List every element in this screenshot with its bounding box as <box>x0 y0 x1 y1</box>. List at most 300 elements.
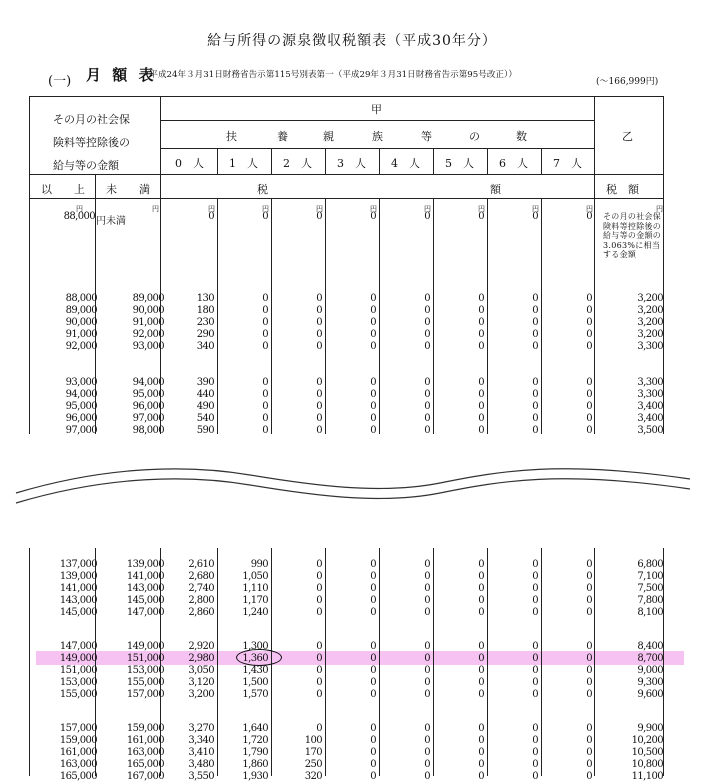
tax-value-dep-7: 0 <box>586 595 592 606</box>
row-lower-bound: 91,000 <box>65 329 97 340</box>
tax-value-dep-2: 0 <box>316 317 322 328</box>
tax-value-dep-3: 0 <box>370 377 376 388</box>
otsu-tax-value: 3,300 <box>637 341 663 352</box>
tax-value-dep-0: 3,480 <box>188 759 214 770</box>
tax-value-dep-5: 0 <box>478 665 484 676</box>
row-lower-bound: 137,000 <box>59 559 97 570</box>
tax-value-dep-2: 0 <box>316 723 322 734</box>
tax-value-dep-4: 0 <box>424 723 430 734</box>
tax-value-dep-5: 0 <box>478 401 484 412</box>
tax-value-dep-1: 1,860 <box>242 759 268 770</box>
tax-value-dep-4: 0 <box>424 559 430 570</box>
yen-mark: 円 <box>76 205 83 213</box>
tax-value-dep-1: 0 <box>262 413 268 424</box>
tax-value-dep-7: 0 <box>586 689 592 700</box>
otsu-tax-value: 3,400 <box>637 413 663 424</box>
tax-value-dep-4: 0 <box>424 665 430 676</box>
tax-value-dep-6: 0 <box>532 583 538 594</box>
tax-value-dep-3: 0 <box>370 583 376 594</box>
row-upper-bound: 139,000 <box>126 559 164 570</box>
row-upper-bound: 94,000 <box>132 377 164 388</box>
tax-value-dep-6: 0 <box>532 425 538 436</box>
first-row-low: 88,000 <box>63 211 95 222</box>
otsu-tax-value: 3,300 <box>637 377 663 388</box>
tax-value-dep-0: 3,120 <box>188 677 214 688</box>
row-upper-bound: 153,000 <box>126 665 164 676</box>
tax-value-dep-3: 0 <box>370 665 376 676</box>
otsu-tax-value: 10,200 <box>631 735 663 746</box>
table-subtitle <box>40 64 680 90</box>
tax-value-dep-3: 0 <box>370 317 376 328</box>
tax-value-dep-1: 1,790 <box>242 747 268 758</box>
tax-value-dep-2: 0 <box>316 607 322 618</box>
tax-value-dep-0: 3,550 <box>188 771 214 782</box>
row-lower-bound: 93,000 <box>65 377 97 388</box>
tax-value-dep-2: 0 <box>316 389 322 400</box>
row-upper-bound: 161,000 <box>126 735 164 746</box>
row-lower-bound: 95,000 <box>65 401 97 412</box>
tax-value-dep-7: 0 <box>586 723 592 734</box>
ijou-header: 以 上 <box>41 183 85 196</box>
row-lower-bound: 141,000 <box>59 583 97 594</box>
yen-mark: 円 <box>532 205 539 213</box>
tax-value-dep-3: 0 <box>370 389 376 400</box>
tax-value-dep-0: 540 <box>196 413 214 424</box>
tax-value-dep-1: 1,640 <box>242 723 268 734</box>
kou-header: 甲 <box>371 103 382 116</box>
row-lower-bound: 153,000 <box>59 677 97 688</box>
wave-line-lower <box>16 479 690 503</box>
tax-value-dep-6: 0 <box>532 401 538 412</box>
tax-value-dep-6: 0 <box>532 305 538 316</box>
tax-value-dep-7: 0 <box>586 341 592 352</box>
column-rule <box>325 148 326 174</box>
tax-value-dep-3: 0 <box>370 413 376 424</box>
column-rule <box>160 96 161 198</box>
tax-value-dep-2: 0 <box>316 559 322 570</box>
tax-value-dep-2: 0 <box>316 583 322 594</box>
row-lower-bound: 90,000 <box>65 317 97 328</box>
row-lower-bound: 89,000 <box>65 305 97 316</box>
column-rule <box>217 198 218 434</box>
otsu-tax-value: 9,600 <box>637 689 663 700</box>
tax-value-dep-5: 0 <box>478 595 484 606</box>
tax-value-dep-2: 0 <box>316 305 322 316</box>
column-rule <box>271 198 272 434</box>
otsu-tax-value: 6,800 <box>637 559 663 570</box>
tax-value-dep-6: 0 <box>532 653 538 664</box>
row-lower-bound: 143,000 <box>59 595 97 606</box>
tax-value-dep-4: 0 <box>424 425 430 436</box>
tax-value-dep-7: 0 <box>586 413 592 424</box>
dependent-header-1: 1 人 <box>229 157 258 170</box>
row-upper-bound: 147,000 <box>126 607 164 618</box>
tax-value-dep-0: 2,610 <box>188 559 214 570</box>
tax-value-dep-3: 0 <box>370 723 376 734</box>
otsu-tax-value: 7,500 <box>637 583 663 594</box>
tax-value-dep-1: 0 <box>262 329 268 340</box>
first-row-value: 0 <box>370 211 376 222</box>
row-lower-bound: 155,000 <box>59 689 97 700</box>
first-row-value: 0 <box>262 211 268 222</box>
tax-value-dep-7: 0 <box>586 293 592 304</box>
tax-value-dep-5: 0 <box>478 771 484 782</box>
row-upper-bound: 97,000 <box>132 413 164 424</box>
tax-value-dep-0: 340 <box>196 341 214 352</box>
tax-value-dep-3: 0 <box>370 559 376 570</box>
tax-value-dep-1: 1,110 <box>242 583 268 594</box>
otsu-tax-value: 3,300 <box>637 389 663 400</box>
row-lower-bound: 145,000 <box>59 607 97 618</box>
column-rule <box>325 548 326 776</box>
column-rule <box>379 548 380 776</box>
first-row-value: 0 <box>424 211 430 222</box>
column-rule <box>379 148 380 174</box>
tax-value-dep-4: 0 <box>424 583 430 594</box>
tax-value-dep-5: 0 <box>478 747 484 758</box>
tax-value-dep-1: 0 <box>262 305 268 316</box>
tax-value-dep-6: 0 <box>532 329 538 340</box>
tax-value-dep-1: 1,300 <box>242 641 268 652</box>
tax-value-dep-4: 0 <box>424 571 430 582</box>
tax-value-dep-2: 0 <box>316 677 322 688</box>
tax-value-dep-5: 0 <box>478 571 484 582</box>
dependent-header-0: 0 人 <box>175 157 204 170</box>
tax-value-dep-5: 0 <box>478 389 484 400</box>
tax-value-dep-2: 0 <box>316 641 322 652</box>
tax-value-dep-5: 0 <box>478 341 484 352</box>
tax-value-dep-1: 0 <box>262 341 268 352</box>
otsu-tax-value: 9,000 <box>637 665 663 676</box>
tax-value-dep-3: 0 <box>370 653 376 664</box>
tax-value-dep-0: 2,980 <box>188 653 214 664</box>
tax-value-dep-5: 0 <box>478 759 484 770</box>
otsu-tax-value: 8,700 <box>637 653 663 664</box>
first-row-value: 0 <box>532 211 538 222</box>
miman-header: 未 満 <box>106 183 150 196</box>
row-lower-bound: 157,000 <box>59 723 97 734</box>
tax-value-dep-6: 0 <box>532 735 538 746</box>
dependent-header-7: 7 人 <box>553 157 582 170</box>
tax-value-dep-5: 0 <box>478 329 484 340</box>
row-upper-bound: 93,000 <box>132 341 164 352</box>
tax-value-dep-7: 0 <box>586 571 592 582</box>
row-upper-bound: 145,000 <box>126 595 164 606</box>
circled-value-mark <box>236 649 282 666</box>
tax-value-dep-5: 0 <box>478 583 484 594</box>
tax-value-dep-0: 180 <box>196 305 214 316</box>
tax-value-dep-4: 0 <box>424 293 430 304</box>
tax-value-dep-4: 0 <box>424 677 430 688</box>
tax-value-dep-1: 1,500 <box>242 677 268 688</box>
row-upper-bound: 155,000 <box>126 677 164 688</box>
tax-value-dep-6: 0 <box>532 293 538 304</box>
row-upper-bound: 91,000 <box>132 317 164 328</box>
tax-value-dep-0: 130 <box>196 293 214 304</box>
legal-reference-note: (平成24年３月31日財務省告示第115号別表第一（平成29年３月31日財務省告示第95号改正）） <box>146 70 517 80</box>
otsu-tax-value: 7,100 <box>637 571 663 582</box>
tax-value-dep-6: 0 <box>532 665 538 676</box>
otsu-tax-value: 8,400 <box>637 641 663 652</box>
first-row-value: 0 <box>316 211 322 222</box>
tax-value-dep-6: 0 <box>532 389 538 400</box>
yen-mark: 円 <box>478 205 485 213</box>
column-rule <box>487 548 488 776</box>
tax-value-dep-3: 0 <box>370 341 376 352</box>
tax-value-dep-3: 0 <box>370 305 376 316</box>
tax-value-dep-7: 0 <box>586 583 592 594</box>
tax-value-dep-7: 0 <box>586 735 592 746</box>
tax-value-dep-1: 1,170 <box>242 595 268 606</box>
tax-value-dep-5: 0 <box>478 293 484 304</box>
otsu-tax-value: 3,500 <box>637 425 663 436</box>
yen-mark: 円 <box>424 205 431 213</box>
otsu-tax-value: 3,200 <box>637 293 663 304</box>
tax-value-dep-5: 0 <box>478 559 484 570</box>
tax-value-dep-5: 0 <box>478 377 484 388</box>
row-lower-bound: 92,000 <box>65 341 97 352</box>
yen-mark: 円 <box>152 205 159 213</box>
tax-value-dep-1: 0 <box>262 293 268 304</box>
row-upper-bound: 167,000 <box>126 771 164 782</box>
yen-mark: 円 <box>656 205 663 213</box>
tax-value-dep-4: 0 <box>424 747 430 758</box>
tax-value-dep-7: 0 <box>586 771 592 782</box>
row-upper-bound: 151,000 <box>126 653 164 664</box>
tax-value-dep-0: 230 <box>196 317 214 328</box>
tax-value-dep-5: 0 <box>478 641 484 652</box>
otsu-header: 乙 <box>622 130 633 143</box>
tax-value-dep-1: 0 <box>262 317 268 328</box>
tax-value-dep-7: 0 <box>586 641 592 652</box>
tax-value-dep-5: 0 <box>478 735 484 746</box>
tax-value-dep-2: 0 <box>316 377 322 388</box>
row-upper-bound: 92,000 <box>132 329 164 340</box>
row-upper-bound: 143,000 <box>126 583 164 594</box>
tax-value-dep-1: 0 <box>262 377 268 388</box>
tax-value-dep-3: 0 <box>370 641 376 652</box>
tax-value-dep-6: 0 <box>532 607 538 618</box>
tax-value-dep-4: 0 <box>424 759 430 770</box>
tax-value-dep-1: 1,570 <box>242 689 268 700</box>
otsu-tax-value: 11,100 <box>631 771 663 782</box>
tax-value-dep-7: 0 <box>586 665 592 676</box>
row-upper-bound: 89,000 <box>132 293 164 304</box>
tax-value-dep-6: 0 <box>532 559 538 570</box>
tax-value-dep-6: 0 <box>532 341 538 352</box>
dependent-header-6: 6 人 <box>499 157 528 170</box>
yen-mark: 円 <box>370 205 377 213</box>
row-lower-bound: 97,000 <box>65 425 97 436</box>
tax-value-dep-2: 170 <box>304 747 322 758</box>
tax-value-dep-7: 0 <box>586 377 592 388</box>
row-upper-bound: 98,000 <box>132 425 164 436</box>
otsu-first-row-note: その月の社会保険料等控除後の給与等の金額の3.063%に相当する金額 <box>603 212 662 259</box>
tax-value-dep-3: 0 <box>370 607 376 618</box>
tax-value-dep-1: 0 <box>262 389 268 400</box>
tax-value-dep-6: 0 <box>532 723 538 734</box>
tax-value-dep-3: 0 <box>370 689 376 700</box>
column-rule <box>271 148 272 174</box>
tax-value-dep-5: 0 <box>478 653 484 664</box>
yen-mark: 円 <box>208 205 215 213</box>
row-lower-bound: 151,000 <box>59 665 97 676</box>
column-rule <box>487 148 488 174</box>
column-rule <box>594 548 595 776</box>
tax-value-dep-2: 0 <box>316 401 322 412</box>
otsu-tax-value: 3,400 <box>637 401 663 412</box>
tax-value-dep-7: 0 <box>586 389 592 400</box>
dependent-header-3: 3 人 <box>337 157 366 170</box>
otsu-tax-value: 3,200 <box>637 305 663 316</box>
amount-range-note: (～166,999円) <box>596 77 659 87</box>
tax-header: 税 <box>257 183 268 196</box>
row-upper-bound: 90,000 <box>132 305 164 316</box>
tax-value-dep-3: 0 <box>370 735 376 746</box>
tax-value-dep-5: 0 <box>478 677 484 688</box>
tax-value-dep-5: 0 <box>478 317 484 328</box>
otsu-tax-value: 3,200 <box>637 329 663 340</box>
column-rule <box>663 198 664 434</box>
tax-value-dep-2: 100 <box>304 735 322 746</box>
tax-value-dep-3: 0 <box>370 425 376 436</box>
tax-value-dep-7: 0 <box>586 425 592 436</box>
column-rule <box>29 198 30 434</box>
tax-value-dep-1: 1,930 <box>242 771 268 782</box>
tax-value-dep-0: 590 <box>196 425 214 436</box>
tax-value-dep-1: 1,360 <box>242 653 268 664</box>
row-lower-bound: 165,000 <box>59 771 97 782</box>
tax-value-dep-7: 0 <box>586 747 592 758</box>
column-rule <box>217 148 218 174</box>
tax-value-dep-2: 0 <box>316 425 322 436</box>
tax-value-dep-6: 0 <box>532 377 538 388</box>
tax-value-dep-7: 0 <box>586 607 592 618</box>
row-upper-bound: 165,000 <box>126 759 164 770</box>
row-upper-bound: 159,000 <box>126 723 164 734</box>
otsu-tax-header: 税 額 <box>606 183 639 196</box>
tax-value-dep-0: 3,410 <box>188 747 214 758</box>
tax-value-dep-2: 320 <box>304 771 322 782</box>
otsu-tax-value: 7,800 <box>637 595 663 606</box>
tax-value-dep-4: 0 <box>424 607 430 618</box>
column-rule <box>594 96 595 198</box>
tax-value-dep-4: 0 <box>424 341 430 352</box>
tax-value-dep-6: 0 <box>532 689 538 700</box>
otsu-tax-value: 9,900 <box>637 723 663 734</box>
tax-value-dep-5: 0 <box>478 425 484 436</box>
tax-value-dep-4: 0 <box>424 653 430 664</box>
tax-value-dep-4: 0 <box>424 329 430 340</box>
tax-value-dep-0: 3,340 <box>188 735 214 746</box>
row-upper-bound: 141,000 <box>126 571 164 582</box>
dependent-header-4: 4 人 <box>391 157 420 170</box>
otsu-tax-value: 9,300 <box>637 677 663 688</box>
otsu-tax-value: 8,100 <box>637 607 663 618</box>
tax-value-dep-0: 490 <box>196 401 214 412</box>
omission-wave-lines <box>0 455 704 525</box>
column-rule <box>541 548 542 776</box>
tax-value-dep-3: 0 <box>370 759 376 770</box>
tax-value-dep-3: 0 <box>370 293 376 304</box>
tax-value-dep-5: 0 <box>478 607 484 618</box>
tax-value-dep-0: 2,860 <box>188 607 214 618</box>
tax-value-dep-0: 3,270 <box>188 723 214 734</box>
tax-value-dep-4: 0 <box>424 389 430 400</box>
tax-value-dep-6: 0 <box>532 747 538 758</box>
row-upper-bound: 95,000 <box>132 389 164 400</box>
wave-line-upper <box>16 469 690 493</box>
tax-value-dep-5: 0 <box>478 723 484 734</box>
dependent-header-2: 2 人 <box>283 157 312 170</box>
tax-value-dep-6: 0 <box>532 413 538 424</box>
yen-mark: 円 <box>586 205 593 213</box>
row-upper-bound: 96,000 <box>132 401 164 412</box>
otsu-tax-value: 10,800 <box>631 759 663 770</box>
column-rule <box>433 148 434 174</box>
tax-value-dep-1: 1,050 <box>242 571 268 582</box>
tax-value-dep-7: 0 <box>586 677 592 688</box>
dependent-header-5: 5 人 <box>445 157 474 170</box>
tax-value-dep-5: 0 <box>478 413 484 424</box>
tax-value-dep-3: 0 <box>370 747 376 758</box>
tax-value-dep-4: 0 <box>424 771 430 782</box>
tax-value-dep-1: 0 <box>262 425 268 436</box>
tax-value-dep-0: 3,200 <box>188 689 214 700</box>
tax-value-dep-2: 0 <box>316 689 322 700</box>
row-lower-bound: 163,000 <box>59 759 97 770</box>
tax-value-dep-0: 2,740 <box>188 583 214 594</box>
section-marker: (一) <box>48 74 72 89</box>
tax-value-dep-6: 0 <box>532 595 538 606</box>
row-lower-bound: 96,000 <box>65 413 97 424</box>
column-rule <box>29 548 30 776</box>
tax-value-dep-4: 0 <box>424 689 430 700</box>
tax-value-dep-0: 440 <box>196 389 214 400</box>
tax-value-dep-3: 0 <box>370 771 376 782</box>
tax-value-dep-6: 0 <box>532 571 538 582</box>
tax-value-dep-2: 0 <box>316 665 322 676</box>
tax-value-dep-7: 0 <box>586 653 592 664</box>
tax-value-dep-2: 0 <box>316 653 322 664</box>
tax-value-dep-0: 3,050 <box>188 665 214 676</box>
tax-value-dep-7: 0 <box>586 559 592 570</box>
column-rule <box>217 548 218 776</box>
tax-value-dep-0: 390 <box>196 377 214 388</box>
tax-value-dep-3: 0 <box>370 329 376 340</box>
table-name: 月 額 表 <box>86 66 157 84</box>
tax-value-dep-6: 0 <box>532 759 538 770</box>
tax-value-dep-6: 0 <box>532 677 538 688</box>
column-rule <box>663 548 664 776</box>
tax-value-dep-4: 0 <box>424 735 430 746</box>
tax-value-dep-2: 0 <box>316 341 322 352</box>
tax-value-dep-0: 2,920 <box>188 641 214 652</box>
tax-value-dep-4: 0 <box>424 305 430 316</box>
tax-value-dep-7: 0 <box>586 317 592 328</box>
column-rule <box>433 548 434 776</box>
row-lower-bound: 159,000 <box>59 735 97 746</box>
row-upper-bound: 157,000 <box>126 689 164 700</box>
tax-value-dep-2: 0 <box>316 571 322 582</box>
tax-value-dep-2: 0 <box>316 293 322 304</box>
tax-value-dep-3: 0 <box>370 401 376 412</box>
column-rule <box>433 198 434 434</box>
yen-mark: 円 <box>316 205 323 213</box>
tax-value-dep-5: 0 <box>478 305 484 316</box>
tax-value-dep-4: 0 <box>424 317 430 328</box>
tax-value-dep-2: 250 <box>304 759 322 770</box>
